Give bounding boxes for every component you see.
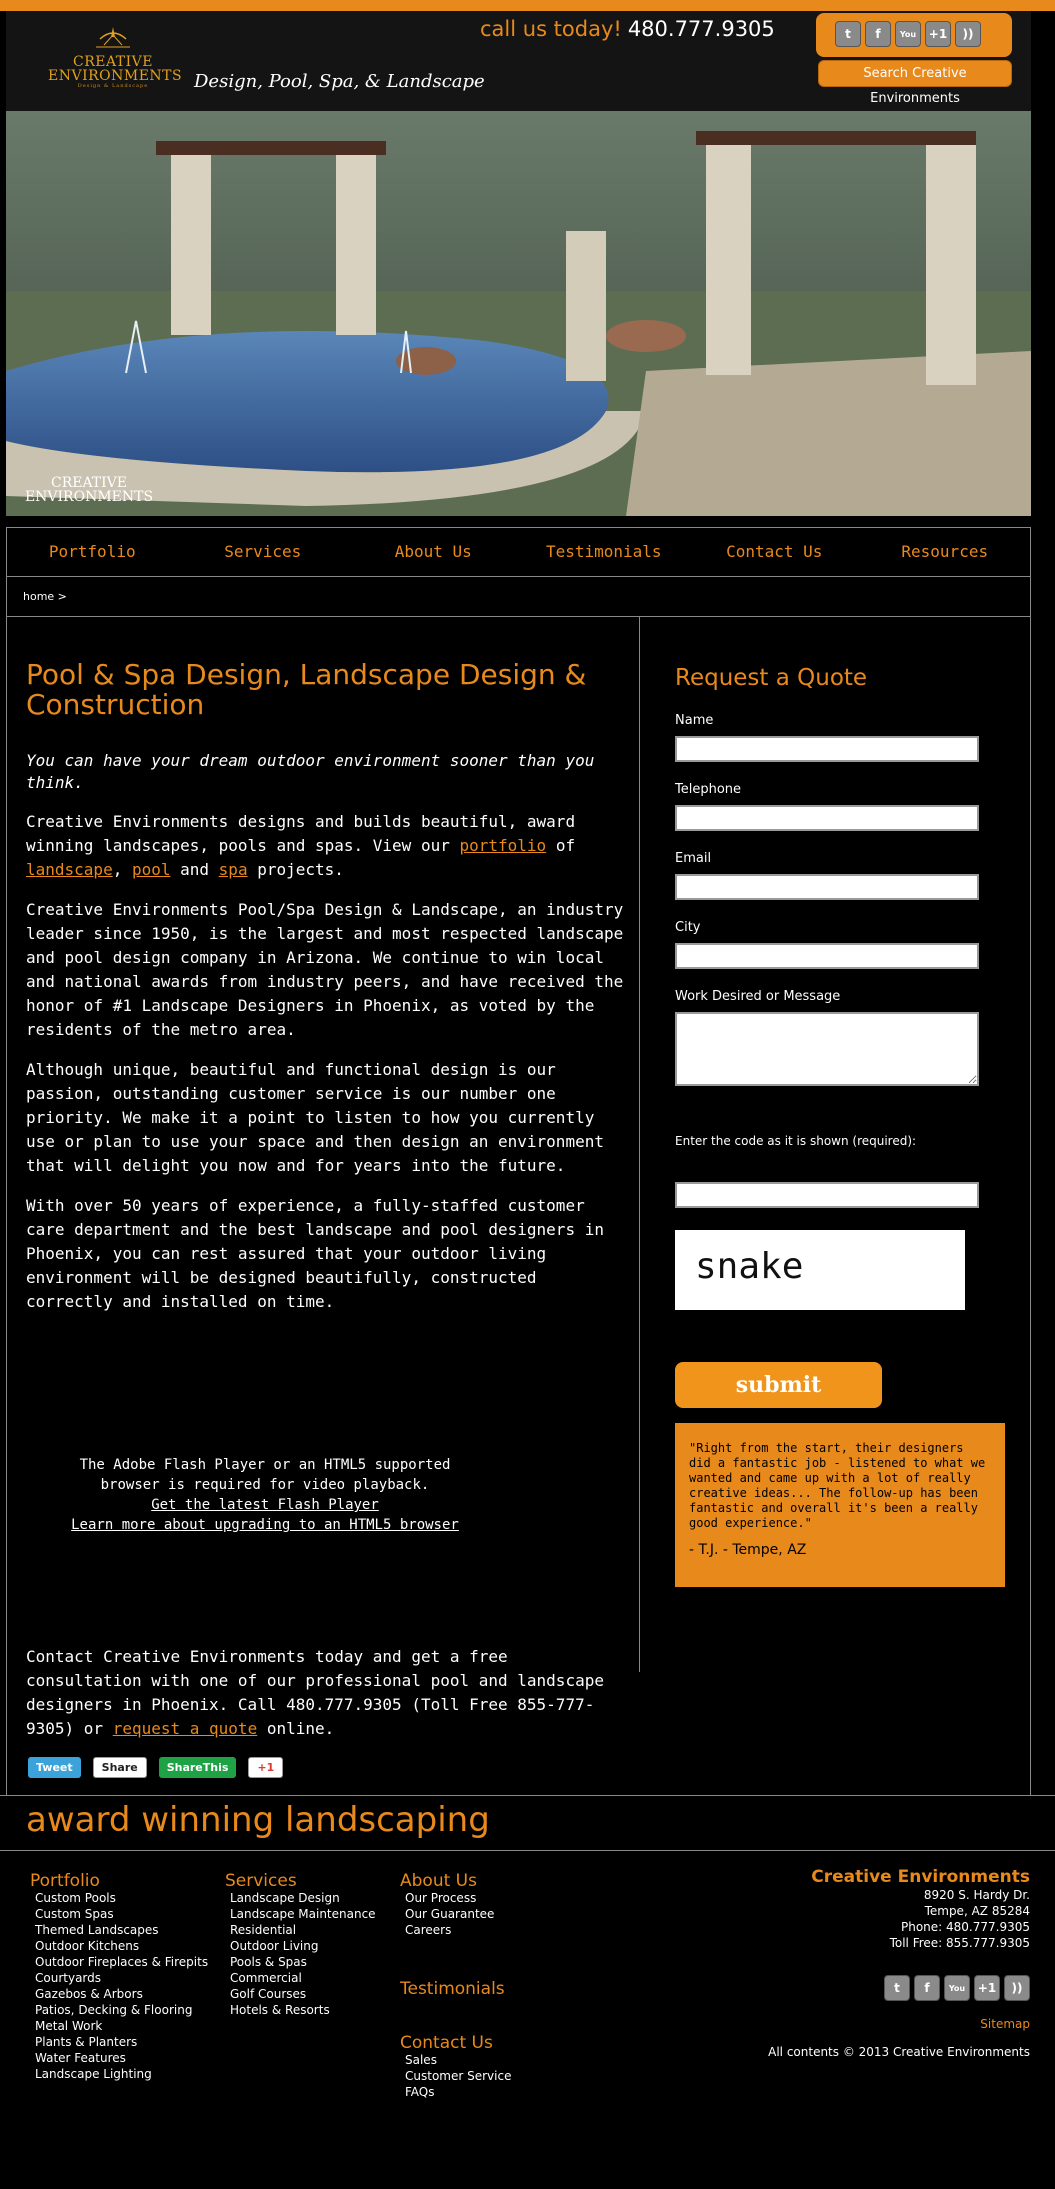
rss-icon[interactable] xyxy=(1004,1975,1030,2001)
footer-facebook-glyph: f xyxy=(924,1981,930,1995)
p1-text-d: and xyxy=(170,860,219,879)
testimonial-quote: "Right from the start, their designers did a fantastic job - listened to what we wanted and came up with a lot of really creative ideas... The follow-up has been fantastic and overall it's been a really good experience." xyxy=(689,1441,986,1530)
html5-upgrade-link[interactable]: Learn more about upgrading to an HTML5 browser xyxy=(71,1517,459,1533)
closing-paragraph xyxy=(26,1645,626,1741)
sharethis-label: ShareThis xyxy=(166,1761,229,1774)
linkedin-share-button[interactable] xyxy=(93,1757,147,1778)
request-quote-link[interactable]: request a quote xyxy=(112,1719,258,1738)
p1-text-c: , xyxy=(112,860,132,879)
quote-form-title: Request a Quote xyxy=(675,665,868,691)
footer-gplus-glyph: +1 xyxy=(977,1981,997,1995)
rss-icon[interactable] xyxy=(955,21,981,47)
hero-logo-line1: CREATIVE xyxy=(50,475,127,491)
main-nav xyxy=(6,527,1031,577)
email-label: Email xyxy=(675,851,712,866)
google-plus-glyph: +1 xyxy=(928,27,948,41)
footer-link[interactable]: Careers xyxy=(405,1923,452,1937)
award-heading: award winning landscaping xyxy=(26,1800,490,1840)
google-plus-icon[interactable] xyxy=(925,21,951,47)
call-us-banner xyxy=(480,17,775,41)
submit-button[interactable]: submit xyxy=(675,1362,882,1408)
telephone-input[interactable] xyxy=(675,805,979,831)
city-input[interactable] xyxy=(675,943,979,969)
footer-twitter-glyph: t xyxy=(894,1981,900,1995)
footer-link[interactable]: Sales xyxy=(405,2053,437,2067)
footer-services-heading[interactable]: Services xyxy=(225,1871,297,1891)
logo-name-line1: CREATIVE xyxy=(72,54,153,70)
tweet-button[interactable] xyxy=(28,1757,81,1778)
twitter-icon[interactable] xyxy=(835,21,861,47)
column-divider xyxy=(639,617,640,1672)
footer-link[interactable]: Customer Service xyxy=(405,2069,512,2083)
paragraph-3: Although unique, beautiful and functional design is our passion, outstanding customer service is our number one priority. We make it a point to listen to how you currently use or plan to use your space and then design an environment that will delight you now and for years into the future. xyxy=(26,1060,604,1175)
footer-link[interactable]: Plants & Planters xyxy=(35,2035,138,2049)
nav-testimonials[interactable]: Testimonials xyxy=(545,542,662,561)
video-fallback-message xyxy=(40,1455,490,1535)
linkedin-label: Share xyxy=(101,1761,138,1774)
paragraph-1 xyxy=(26,810,626,882)
landscape-link[interactable]: landscape xyxy=(26,860,113,879)
facebook-icon[interactable] xyxy=(914,1975,940,2001)
footer-link[interactable]: Landscape Lighting xyxy=(35,2067,152,2081)
main-content xyxy=(26,660,626,1314)
logo-name-line2: ENVIRONMENTS xyxy=(48,68,183,84)
rss-glyph: )) xyxy=(962,27,974,41)
header-social-icons xyxy=(835,21,981,47)
closing-text-a: Contact Creative Environments today and get a free consultation with one of our professional pool and landscape designers in Phoenix. Call 480.777.9305 (Toll Free 855-777-9305) or xyxy=(26,1647,604,1738)
testimonial-author: - T.J. - Tempe, AZ xyxy=(689,1542,807,1558)
footer-link[interactable]: Custom Spas xyxy=(35,1907,114,1921)
p1-text-b: of xyxy=(546,836,576,855)
nav-contact-us[interactable]: Contact Us xyxy=(726,542,823,561)
footer-youtube-glyph: You xyxy=(948,1983,966,1993)
city-label: City xyxy=(675,920,701,935)
page-title: Pool & Spa Design, Landscape Design & Construction xyxy=(26,658,587,721)
footer-link[interactable]: Pools & Spas xyxy=(230,1955,307,1969)
gplus-label: +1 xyxy=(257,1761,275,1774)
breadcrumb[interactable]: home > xyxy=(6,577,1031,617)
footer-link[interactable]: Metal Work xyxy=(35,2019,103,2033)
intro-text: You can have your dream outdoor environment sooner than you think. xyxy=(26,751,595,792)
p1-text-a: Creative Environments designs and builds beautiful, award winning landscapes, pools and spas. View our xyxy=(26,812,576,855)
footer-about-column xyxy=(400,1872,511,2100)
footer-rss-glyph: )) xyxy=(1011,1981,1023,1995)
footer-link[interactable]: FAQs xyxy=(405,2085,435,2099)
message-textarea[interactable] xyxy=(675,1012,979,1086)
footer-link[interactable]: Outdoor Living xyxy=(230,1939,319,1953)
footer-contact-info xyxy=(740,1867,1030,2059)
footer-street: 8920 S. Hardy Dr. xyxy=(923,1888,1030,1902)
google-plus-icon[interactable] xyxy=(974,1975,1000,2001)
youtube-icon[interactable] xyxy=(944,1975,970,2001)
hero-watermark-logo xyxy=(24,476,154,504)
nav-services[interactable]: Services xyxy=(224,542,302,561)
footer-link[interactable]: Our Guarantee xyxy=(405,1907,495,1921)
search-site-button[interactable]: Search Creative Environments xyxy=(818,60,1012,87)
nav-portfolio[interactable]: Portfolio xyxy=(48,542,136,561)
footer-link[interactable]: Our Process xyxy=(405,1891,477,1905)
footer-link[interactable]: Courtyards xyxy=(35,1971,102,1985)
pool-link[interactable]: pool xyxy=(131,860,171,879)
award-divider-bottom xyxy=(0,1850,1055,1851)
top-accent-bar xyxy=(0,0,1055,11)
google-plus-share-button[interactable] xyxy=(248,1757,283,1778)
captcha-label: Enter the code as it is shown (required): xyxy=(675,1134,917,1148)
award-divider-top xyxy=(0,1795,1055,1796)
footer-about-heading[interactable]: About Us xyxy=(400,1871,477,1891)
site-logo[interactable] xyxy=(48,23,183,89)
footer-link[interactable]: Custom Pools xyxy=(35,1891,116,1905)
footer-link[interactable]: Residential xyxy=(230,1923,297,1937)
footer-contact-heading[interactable]: Contact Us xyxy=(400,2033,493,2053)
flash-line-2: browser is required for video playback. xyxy=(100,1477,430,1493)
youtube-glyph: You xyxy=(899,29,917,39)
footer-testimonials-heading[interactable]: Testimonials xyxy=(400,1979,505,1999)
share-buttons xyxy=(28,1757,283,1778)
footer-link[interactable]: Landscape Maintenance xyxy=(230,1907,376,1921)
twitter-glyph: t xyxy=(845,27,851,41)
get-flash-link[interactable]: Get the latest Flash Player xyxy=(151,1497,379,1513)
copyright: All contents © 2013 Creative Environments xyxy=(768,2045,1030,2059)
sharethis-button[interactable] xyxy=(159,1757,237,1778)
paragraph-2: Creative Environments Pool/Spa Design & Landscape, an industry leader since 1950, is the largest and most respected landscape and pool design company in Arizona. We continue to win local and national awards from industry peers, and have received the honor of #1 Landscape Designers in Phoenix, as voted by the residents of the metro area. xyxy=(26,900,624,1039)
p1-text-e: projects. xyxy=(247,860,344,879)
footer-city: Tempe, AZ 85284 xyxy=(924,1904,1030,1918)
spa-link[interactable]: spa xyxy=(218,860,248,879)
flash-line-1: The Adobe Flash Player or an HTML5 supported xyxy=(79,1457,451,1473)
twitter-icon[interactable] xyxy=(884,1975,910,2001)
quote-form xyxy=(675,665,995,1408)
site-tagline: Design, Pool, Spa, & Landscape xyxy=(194,71,485,92)
hero-pool-scene xyxy=(6,111,1031,516)
captcha-input[interactable] xyxy=(675,1182,979,1208)
footer-link[interactable]: Water Features xyxy=(35,2051,126,2065)
name-input[interactable] xyxy=(675,736,979,762)
footer-link[interactable]: Themed Landscapes xyxy=(35,1923,159,1937)
footer-link[interactable]: Gazebos & Arbors xyxy=(35,1987,143,2001)
facebook-icon[interactable] xyxy=(865,21,891,47)
footer-services-column xyxy=(225,1872,376,2018)
footer-link[interactable]: Outdoor Kitchens xyxy=(35,1939,140,1953)
portfolio-link[interactable]: portfolio xyxy=(459,836,547,855)
header-phone[interactable]: 480.777.9305 xyxy=(627,17,775,41)
logo-sunburst-icon xyxy=(90,23,136,53)
footer-company-name: Creative Environments xyxy=(811,1867,1030,1887)
footer-link[interactable]: Commercial xyxy=(230,1971,302,1985)
name-label: Name xyxy=(675,713,714,728)
footer-link[interactable]: Golf Courses xyxy=(230,1987,307,2001)
hero-image xyxy=(6,111,1031,516)
footer-tollfree: Toll Free: 855.777.9305 xyxy=(889,1936,1030,1950)
footer-portfolio-column xyxy=(30,1872,208,2082)
tweet-label: Tweet xyxy=(36,1761,73,1774)
footer-portfolio-heading[interactable]: Portfolio xyxy=(30,1871,100,1891)
message-label: Work Desired or Message xyxy=(675,989,841,1004)
logo-subtitle: Design & Landscape xyxy=(77,83,149,89)
footer-link[interactable]: Landscape Design xyxy=(230,1891,340,1905)
youtube-icon[interactable] xyxy=(895,21,921,47)
paragraph-4: With over 50 years of experience, a fully-staffed customer care department and the best landscape and pool designers in Phoenix, you can rest assured that your outdoor living environment will be designed beautifully, constructed correctly and installed on time. xyxy=(26,1196,604,1311)
footer-phone: Phone: 480.777.9305 xyxy=(900,1920,1030,1934)
footer-link[interactable]: Patios, Decking & Flooring xyxy=(35,2003,193,2017)
footer-social-icons xyxy=(740,1975,1030,2001)
nav-about-us[interactable]: About Us xyxy=(394,542,472,561)
call-us-label: call us today! xyxy=(480,17,622,41)
testimonial-box xyxy=(675,1423,1005,1587)
facebook-glyph: f xyxy=(875,27,881,41)
nav-resources[interactable]: Resources xyxy=(901,542,989,561)
hero-logo-line2: ENVIRONMENTS xyxy=(24,489,154,505)
closing-text-b: online. xyxy=(257,1719,335,1738)
sitemap-link[interactable]: Sitemap xyxy=(980,2017,1030,2031)
captcha-image: snake xyxy=(675,1230,965,1310)
telephone-label: Telephone xyxy=(675,782,742,797)
footer-link[interactable]: Hotels & Resorts xyxy=(230,2003,330,2017)
email-input[interactable] xyxy=(675,874,979,900)
footer-link[interactable]: Outdoor Fireplaces & Firepits xyxy=(35,1955,209,1969)
